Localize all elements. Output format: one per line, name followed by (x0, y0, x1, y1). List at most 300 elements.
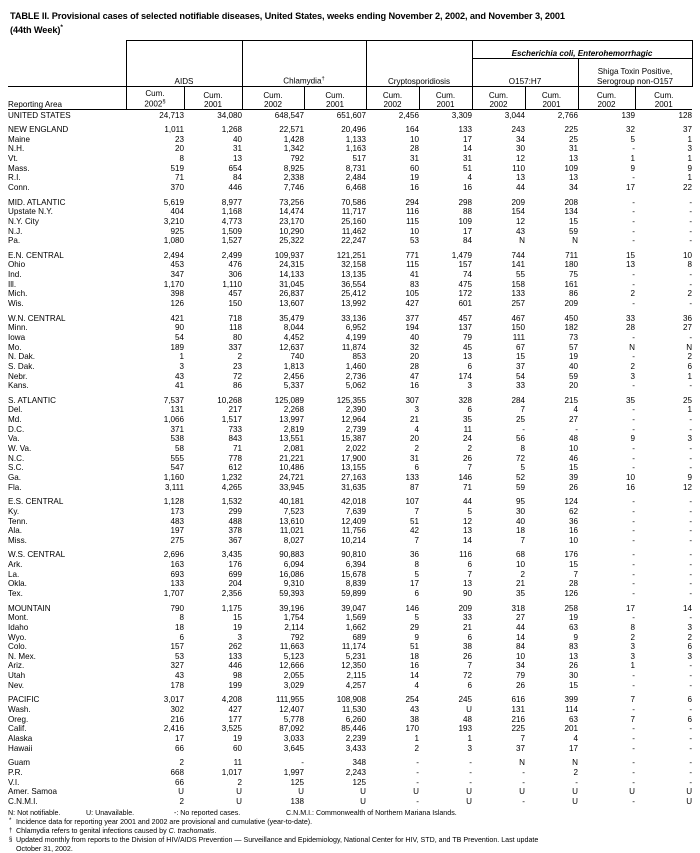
data-cell: 2 (687, 632, 693, 642)
reporting-area-cell: Nebr. (8, 371, 28, 381)
table-row (8, 415, 692, 425)
data-cell: 73,256 (279, 197, 304, 207)
data-cell: 22,247 (341, 236, 366, 246)
data-cell: - (632, 579, 635, 589)
footnote-section (8, 836, 692, 853)
data-cell: 8,027 (283, 535, 304, 545)
data-cell: 8 (179, 154, 184, 164)
data-cell: - (632, 497, 635, 507)
data-cell: 17 (625, 603, 635, 613)
data-cell: 1,168 (221, 207, 242, 217)
data-cell: - (689, 216, 693, 226)
footnote-legend (8, 809, 692, 818)
data-cell: 58 (174, 444, 184, 454)
data-cell: 2 (237, 777, 242, 787)
data-cell: 172 (458, 289, 472, 299)
data-cell: - (632, 767, 635, 777)
data-cell: 11,874 (341, 342, 366, 352)
data-cell: 1,110 (222, 279, 242, 289)
data-cell: 27,163 (341, 472, 366, 482)
data-cell: 17 (409, 579, 419, 589)
header-group-o157h7: O157:H7 (472, 59, 578, 87)
data-cell: 302 (170, 705, 184, 715)
data-cell: 225 (511, 724, 525, 734)
data-cell: 15 (515, 352, 525, 362)
data-cell: 60 (232, 743, 242, 753)
data-cell: - (689, 415, 693, 425)
reporting-area-cell: N.J. (8, 226, 23, 236)
data-cell: 42 (409, 526, 419, 536)
data-cell: 450 (564, 313, 578, 323)
data-cell: 318 (511, 603, 525, 613)
data-cell: N (572, 758, 578, 768)
reporting-area-cell: Vt. (8, 154, 18, 164)
data-cell: 14,133 (279, 270, 304, 280)
data-cell: 15 (568, 560, 578, 570)
data-cell: 51 (462, 163, 472, 173)
data-cell: 483 (170, 516, 184, 526)
data-cell: - (689, 550, 693, 560)
data-cell: 2,696 (163, 550, 184, 560)
data-cell: 116 (459, 550, 472, 560)
data-cell: U (572, 796, 578, 806)
hdr-cum-label: Cum. (488, 90, 509, 100)
reporting-area-cell: Tenn. (8, 516, 28, 526)
data-cell: 427 (405, 299, 419, 309)
data-cell: 26 (462, 453, 472, 463)
data-cell: 1,707 (163, 588, 184, 598)
data-cell: 79 (515, 671, 525, 681)
data-cell: 1,268 (221, 125, 242, 135)
data-cell: 718 (228, 313, 242, 323)
data-cell: 8 (414, 560, 419, 570)
header-col-o157-2001 (525, 87, 578, 110)
data-cell: 3,645 (283, 743, 304, 753)
data-cell: 337 (228, 342, 242, 352)
footnotes (8, 809, 692, 853)
data-cell: 13 (232, 154, 242, 164)
data-cell: 60 (409, 163, 419, 173)
reporting-area-cell: Wyo. (8, 632, 27, 642)
data-cell: 1 (630, 661, 635, 671)
data-cell: 6 (687, 361, 693, 371)
hdr-cum-label: Cum. (541, 90, 562, 100)
data-cell: 73 (568, 332, 578, 342)
data-cell: - (632, 453, 635, 463)
data-cell: 35,479 (279, 313, 304, 323)
data-cell: 114 (565, 705, 578, 715)
data-cell: 13 (568, 154, 578, 164)
data-cell: 367 (228, 535, 242, 545)
data-cell: 20,496 (341, 125, 366, 135)
data-cell: 427 (228, 705, 242, 715)
data-cell: - (469, 777, 472, 787)
reporting-area-cell: Alaska (8, 733, 33, 743)
data-cell: 87 (409, 482, 419, 492)
reporting-area-cell: S. Dak. (8, 361, 35, 371)
legend-cnmi: C.N.M.I.: Commonwealth of Northern Mariana Islands. (286, 808, 457, 817)
data-cell: 16 (462, 183, 472, 192)
table-row (8, 280, 692, 290)
data-cell: 258 (564, 603, 578, 613)
table-row (8, 661, 692, 671)
data-cell: N (629, 342, 635, 352)
data-cell: 62 (568, 506, 578, 516)
table-row (8, 299, 692, 309)
data-cell: 53 (409, 236, 419, 246)
data-cell: - (632, 733, 635, 743)
data-cell: 7 (414, 535, 419, 545)
table-row (8, 434, 692, 444)
header-row-groups (8, 59, 692, 87)
data-cell: - (689, 279, 693, 289)
data-cell: 5 (520, 463, 525, 473)
data-cell: 30 (515, 144, 525, 154)
data-cell: 299 (228, 506, 242, 516)
data-cell: 370 (170, 183, 184, 192)
data-cell: 2 (414, 444, 419, 454)
hdr-cum-label: Cum. (145, 89, 165, 99)
data-cell: 853 (352, 352, 366, 362)
data-cell: 7 (467, 661, 472, 671)
data-cell: - (632, 381, 635, 391)
table-row (8, 695, 692, 705)
data-cell: 1,997 (283, 767, 304, 777)
header-col-crypto-2001 (419, 87, 472, 110)
data-cell: 164 (405, 125, 419, 135)
data-cell: 3,309 (451, 110, 472, 120)
data-cell: 12 (462, 516, 472, 526)
data-cell: 3 (630, 651, 635, 661)
data-cell: 141 (511, 260, 525, 270)
table-row (8, 642, 692, 652)
data-cell: 85,446 (341, 724, 366, 734)
data-cell: 12,666 (279, 661, 304, 671)
table-row (8, 681, 692, 691)
header-col-o157-2002 (472, 87, 525, 110)
data-cell: 18 (515, 526, 525, 536)
data-cell: 13,992 (341, 299, 366, 309)
data-cell: 457 (458, 313, 472, 323)
data-cell: 10 (568, 444, 578, 454)
reporting-area-cell: Maine (8, 134, 31, 144)
data-cell: 6 (687, 695, 693, 705)
data-cell: 740 (290, 352, 304, 362)
data-cell: 79 (462, 332, 472, 342)
reporting-area-cell: Wash. (8, 705, 31, 715)
hdr-year-label: 2002 (597, 100, 616, 110)
data-cell: 6 (414, 463, 419, 473)
data-cell: - (689, 733, 693, 743)
data-cell: 11,021 (279, 526, 304, 536)
data-cell: 1,813 (283, 361, 304, 371)
data-cell: 7 (467, 569, 472, 579)
table-row (8, 454, 692, 464)
table-row (8, 371, 692, 381)
header-col-crypto-2002 (366, 87, 419, 110)
data-cell: 11,756 (341, 526, 366, 536)
data-cell: 6 (687, 714, 693, 724)
data-cell: 41 (409, 270, 419, 280)
data-cell: 2,416 (163, 724, 184, 734)
data-cell: 25 (683, 395, 693, 405)
data-cell: - (689, 613, 693, 623)
data-cell: - (632, 535, 635, 545)
data-cell: 14 (409, 671, 419, 681)
table-row (8, 604, 692, 614)
data-cell: 3,525 (221, 724, 242, 734)
data-cell: 21 (515, 579, 525, 589)
reporting-area-cell: Tex. (8, 588, 23, 598)
data-cell: 57 (568, 342, 578, 352)
reporting-area-cell: PACIFIC (8, 695, 40, 705)
data-cell: 176 (564, 550, 578, 560)
data-cell: 3,017 (163, 695, 184, 705)
data-cell: 9 (630, 434, 635, 444)
data-cell: 2 (687, 352, 693, 362)
data-cell: 327 (170, 661, 184, 671)
data-cell: 177 (228, 714, 242, 724)
data-cell: 1,479 (451, 250, 472, 260)
reporting-area-cell: C.N.M.I. (8, 796, 38, 806)
table-row (8, 579, 692, 589)
data-cell: 6,468 (345, 183, 366, 192)
data-cell: 24 (462, 434, 472, 444)
data-cell: 26 (568, 482, 578, 492)
data-cell: 128 (678, 110, 693, 120)
data-cell: 257 (511, 299, 525, 309)
data-cell: - (632, 352, 635, 362)
table-row (8, 623, 692, 633)
data-cell: 38 (462, 642, 472, 652)
data-cell: 8 (520, 444, 525, 454)
data-cell: - (632, 560, 635, 570)
data-cell: 27 (515, 613, 525, 623)
data-cell: 44 (462, 497, 472, 507)
data-cell: 108,908 (336, 695, 366, 705)
data-cell: 35 (515, 588, 525, 598)
data-cell: 1,232 (221, 472, 242, 482)
data-cell: 284 (511, 395, 525, 405)
reporting-area-cell: MID. ATLANTIC (8, 197, 66, 207)
table-header (8, 41, 692, 110)
footnote-section-text: Updated monthly from reports to the Division of HIV/AIDS Prevention — Surveillance and Epidemiology, National Center for HIV, STD, and TB Prevention. Last update (16, 836, 539, 845)
data-cell: 243 (511, 125, 525, 135)
reporting-area-cell: N. Dak. (8, 352, 35, 362)
data-cell: 13,551 (279, 434, 304, 444)
data-cell: 215 (564, 395, 578, 405)
data-cell: - (632, 463, 635, 473)
header-group-shiga-toxin (578, 59, 692, 87)
data-cell: 133 (405, 472, 419, 482)
data-cell: 5,337 (283, 381, 304, 391)
data-cell: - (632, 270, 635, 280)
data-cell: 3 (467, 381, 472, 391)
hdr-year-label: 2001 (654, 100, 673, 110)
data-cell: 39,196 (279, 603, 304, 613)
data-cell: - (632, 236, 635, 246)
data-cell: 21,221 (279, 453, 304, 463)
data-cell: 3,435 (221, 550, 242, 560)
data-cell: 133 (458, 125, 472, 135)
data-cell: 1 (630, 154, 635, 164)
data-cell: 33,945 (279, 482, 304, 492)
data-cell: U (236, 796, 242, 806)
data-cell: - (416, 796, 419, 806)
footnote-marker-dagger: † (9, 827, 13, 834)
header-group-chlamydia (242, 59, 366, 87)
data-cell: - (469, 758, 472, 768)
data-cell: 54 (174, 332, 184, 342)
data-cell: 182 (564, 323, 578, 333)
data-cell: - (632, 705, 635, 715)
data-cell: 8 (630, 622, 635, 632)
data-cell: 843 (228, 434, 242, 444)
data-cell: 254 (405, 695, 419, 705)
data-cell: - (689, 516, 693, 526)
table-row (8, 396, 692, 406)
data-cell: 18 (174, 622, 184, 632)
data-cell: 6 (467, 632, 472, 642)
data-cell: 6 (467, 560, 472, 570)
data-cell: 3 (237, 632, 242, 642)
table-row (8, 652, 692, 662)
reporting-area-cell: E.S. CENTRAL (8, 497, 64, 507)
data-cell: 34 (515, 134, 525, 144)
data-cell: 133 (228, 651, 242, 661)
data-cell: - (632, 671, 635, 681)
data-cell: - (522, 424, 525, 434)
data-cell: 1 (687, 173, 693, 183)
data-cell: 33 (515, 381, 525, 391)
data-cell: - (689, 767, 693, 777)
data-cell: 225 (564, 125, 578, 135)
data-cell: 2,338 (283, 173, 304, 183)
data-cell: 648,547 (274, 110, 304, 120)
data-cell: 2,114 (284, 622, 304, 632)
data-cell: 217 (228, 405, 242, 415)
table-row (8, 744, 692, 754)
data-cell: 5,123 (283, 651, 304, 661)
data-cell: 109 (564, 163, 578, 173)
data-cell: 6,094 (283, 560, 304, 570)
data-cell: - (632, 550, 635, 560)
data-cell: 109 (458, 216, 472, 226)
data-cell: 43 (174, 371, 184, 381)
data-cell: U (413, 787, 419, 797)
footnote-dagger-species: C. trachomatis (168, 827, 215, 836)
data-cell: 3 (687, 434, 693, 444)
table-row (8, 715, 692, 725)
data-cell: 4 (573, 405, 578, 415)
data-cell: 6 (179, 632, 184, 642)
reporting-area-cell: N. Mex. (8, 651, 36, 661)
data-cell: 13 (515, 173, 525, 183)
data-cell: 15 (625, 250, 635, 260)
table-row (8, 125, 692, 135)
data-cell: 59 (515, 482, 525, 492)
data-cell: 40,181 (279, 497, 304, 507)
data-cell: 2,819 (283, 424, 304, 434)
data-cell: U (466, 787, 472, 797)
data-cell: - (689, 444, 693, 454)
data-cell: - (689, 743, 693, 753)
reporting-area-cell: Mass. (8, 163, 30, 173)
data-cell: 36 (568, 516, 578, 526)
data-cell: 67 (515, 342, 525, 352)
data-cell: 51 (409, 516, 419, 526)
header-group-aids: AIDS (126, 59, 242, 87)
data-cell: 7,523 (283, 506, 304, 516)
data-cell: 6 (467, 405, 472, 415)
table-row (8, 444, 692, 454)
data-cell: 2 (630, 632, 635, 642)
data-cell: 46 (568, 453, 578, 463)
header-col-chlamydia-2001 (304, 87, 366, 110)
data-cell: U (298, 787, 304, 797)
data-cell: 33,136 (341, 313, 366, 323)
data-cell: 5,619 (163, 197, 184, 207)
data-cell: - (632, 796, 635, 806)
table-row (8, 483, 692, 493)
header-row-subcolumns (8, 87, 692, 110)
data-cell: - (689, 463, 693, 473)
table-row (8, 734, 692, 744)
data-cell: 43 (174, 671, 184, 681)
data-cell: 11 (463, 424, 472, 434)
footnote-marker-asterisk: * (9, 818, 12, 825)
data-cell: 53 (174, 651, 184, 661)
data-cell: 4,199 (345, 332, 366, 342)
reporting-area-cell: Va. (8, 434, 20, 444)
data-cell: 306 (228, 270, 242, 280)
data-cell: 13,135 (341, 270, 366, 280)
data-cell: 14 (462, 535, 472, 545)
data-cell: 24,713 (159, 110, 184, 120)
data-cell: - (689, 197, 693, 207)
data-cell: 32,158 (341, 260, 366, 270)
table-row (8, 705, 692, 715)
data-cell: 13,997 (279, 415, 304, 425)
data-cell: 125 (352, 777, 366, 787)
data-cell: 616 (511, 695, 525, 705)
data-cell: 328 (458, 395, 472, 405)
data-cell: 197 (170, 526, 184, 536)
header-group-chlamydia-label: Chlamydia (283, 76, 322, 86)
footnote-marker-section: § (9, 836, 13, 843)
reporting-area-cell: Idaho (8, 622, 29, 632)
data-cell: 15,387 (341, 434, 366, 444)
data-cell: 547 (170, 463, 184, 473)
data-cell: 1 (467, 733, 472, 743)
data-cell: 1,133 (345, 134, 366, 144)
data-cell: 24,315 (279, 260, 304, 270)
data-cell: 475 (458, 279, 472, 289)
hdr-year-label: 2002 (383, 100, 402, 110)
table-row (8, 343, 692, 353)
table-row (8, 381, 692, 391)
data-cell: 150 (228, 299, 242, 309)
data-cell: 2,494 (163, 250, 184, 260)
table-row (8, 352, 692, 362)
data-cell: 3 (630, 642, 635, 652)
data-cell: - (689, 236, 693, 246)
data-cell: 3 (467, 743, 472, 753)
data-cell: 38 (409, 714, 419, 724)
data-cell: 3 (179, 361, 184, 371)
reporting-area-cell: Ohio (8, 260, 26, 270)
table-row (8, 198, 692, 208)
